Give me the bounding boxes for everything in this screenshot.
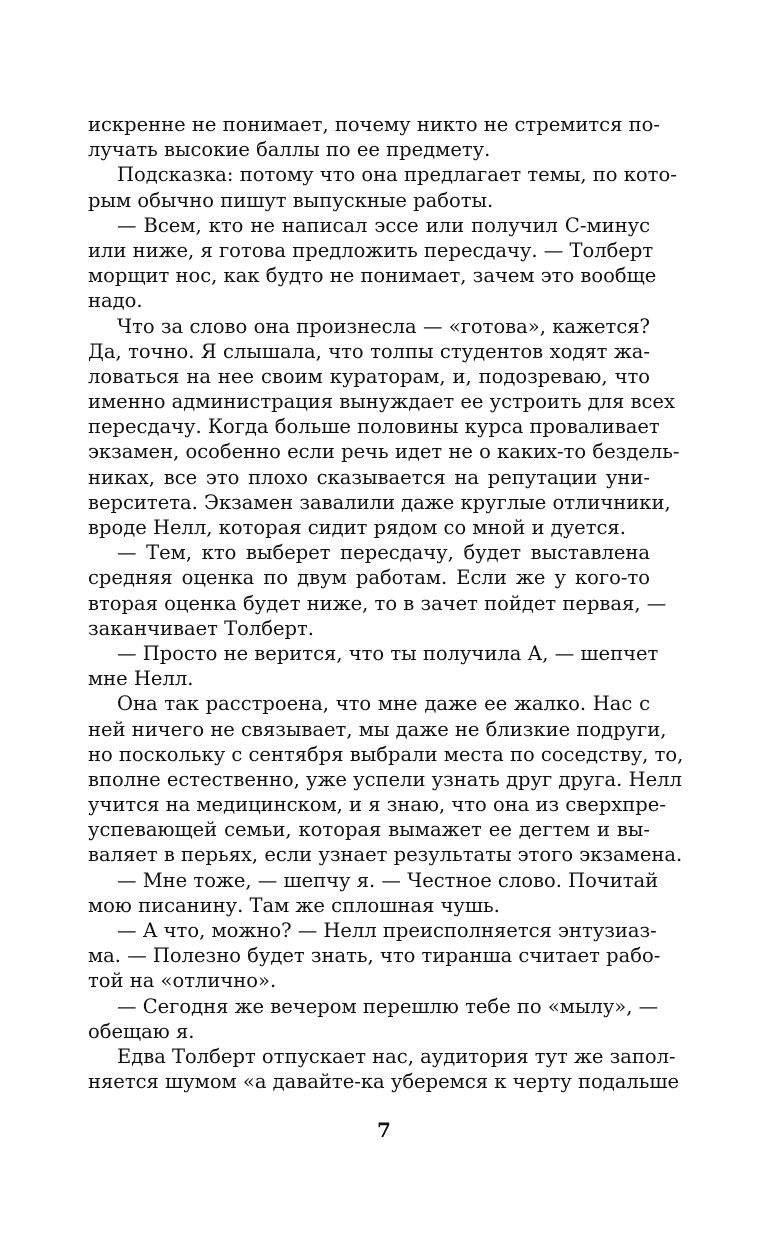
text-line: ней ничего не связывает, мы даже не близкие подруги, <box>88 717 667 741</box>
text-line: лучать высокие баллы по ее предмету. <box>88 138 491 162</box>
text-line: экзамен, особенно если речь идет не о каких-то бездель- <box>88 440 680 464</box>
text-line: искренне не понимает, почему никто не стремится по- <box>88 113 660 136</box>
text-line: той на «отлично». <box>88 969 277 993</box>
text-line: мою писанину. Там же сплошная чушь. <box>88 893 500 917</box>
text-line: Едва Толберт отпускает нас, аудитория тут же запол- <box>117 1044 676 1068</box>
body-text <box>88 112 684 1094</box>
text-line: надо. <box>88 289 143 313</box>
text-line: учится на медицинском, и я знаю, что она из сверхпре- <box>88 793 666 817</box>
text-line: верситета. Экзамен завалили даже круглые отличники, <box>88 490 671 514</box>
text-line: ма. — Полезно будет знать, что тиранша считает рабо- <box>88 944 661 968</box>
text-line: Подсказка: потому что она предлагает темы, по кото- <box>117 163 677 187</box>
text-line: или ниже, я готова предложить пересдачу. — Толберт <box>88 238 654 262</box>
text-line: — Мне тоже, — шепчу я. — Честное слово. Почитай <box>117 868 659 892</box>
text-line: валяет в перьях, если узнает результаты этого экзамена. <box>88 843 683 867</box>
text-line: заканчивает Толберт. <box>88 616 314 640</box>
text-line: обещаю я. <box>88 1019 195 1043</box>
text-line: никах, все это плохо сказывается на репутации уни- <box>88 465 650 489</box>
text-line: няется шумом «а давайте-ка уберемся к черту подальше <box>88 1070 680 1094</box>
text-line: именно администрация вынуждает ее устроить для всех <box>88 390 675 414</box>
text-line: — Сегодня же вечером перешлю тебе по «мылу», — <box>117 994 659 1018</box>
text-line: средняя оценка по двум работам. Если же у кого-то <box>88 566 650 590</box>
text-line: вторая оценка будет ниже, то в зачет пойдет первая, — <box>88 591 667 615</box>
text-line: вроде Нелл, которая сидит рядом со мной и дуется. <box>88 516 626 539</box>
text-line: — Просто не верится, что ты получила А, — шепчет <box>117 641 659 665</box>
text-line: успевающей семьи, которая вымажет ее дегтем и вы- <box>88 818 650 842</box>
text-line: Да, точно. Я слышала, что толпы студентов ходят жа- <box>88 339 650 363</box>
text-line: Что за слово она произнесла — «готова», кажется? <box>117 314 650 338</box>
text-line: — Всем, кто не написал эссе или получил С-минус <box>117 213 650 237</box>
text-line: вполне естественно, уже успели узнать друг друга. Нелл <box>88 767 682 791</box>
text-line: ловаться на нее своим кураторам, и, подозреваю, что <box>88 364 650 388</box>
text-line: морщит нос, как будто не понимает, зачем это вообще <box>88 264 657 288</box>
page-number: 7 <box>377 1118 391 1142</box>
text-line: — Тем, кто выберет пересдачу, будет выставлена <box>117 541 650 565</box>
text-line: пересдачу. Когда больше половины курса проваливает <box>88 415 660 439</box>
text-line: Она так расстроена, что мне даже ее жалко. Нас с <box>117 692 650 716</box>
text-line: но поскольку с сентября выбрали места по соседству, то, <box>88 742 684 766</box>
text-line: рым обычно пишут выпускные работы. <box>88 188 494 212</box>
text-line: мне Нелл. <box>88 667 194 691</box>
text-line: — А что, можно? — Нелл преисполняется энтузиаз- <box>117 919 657 942</box>
